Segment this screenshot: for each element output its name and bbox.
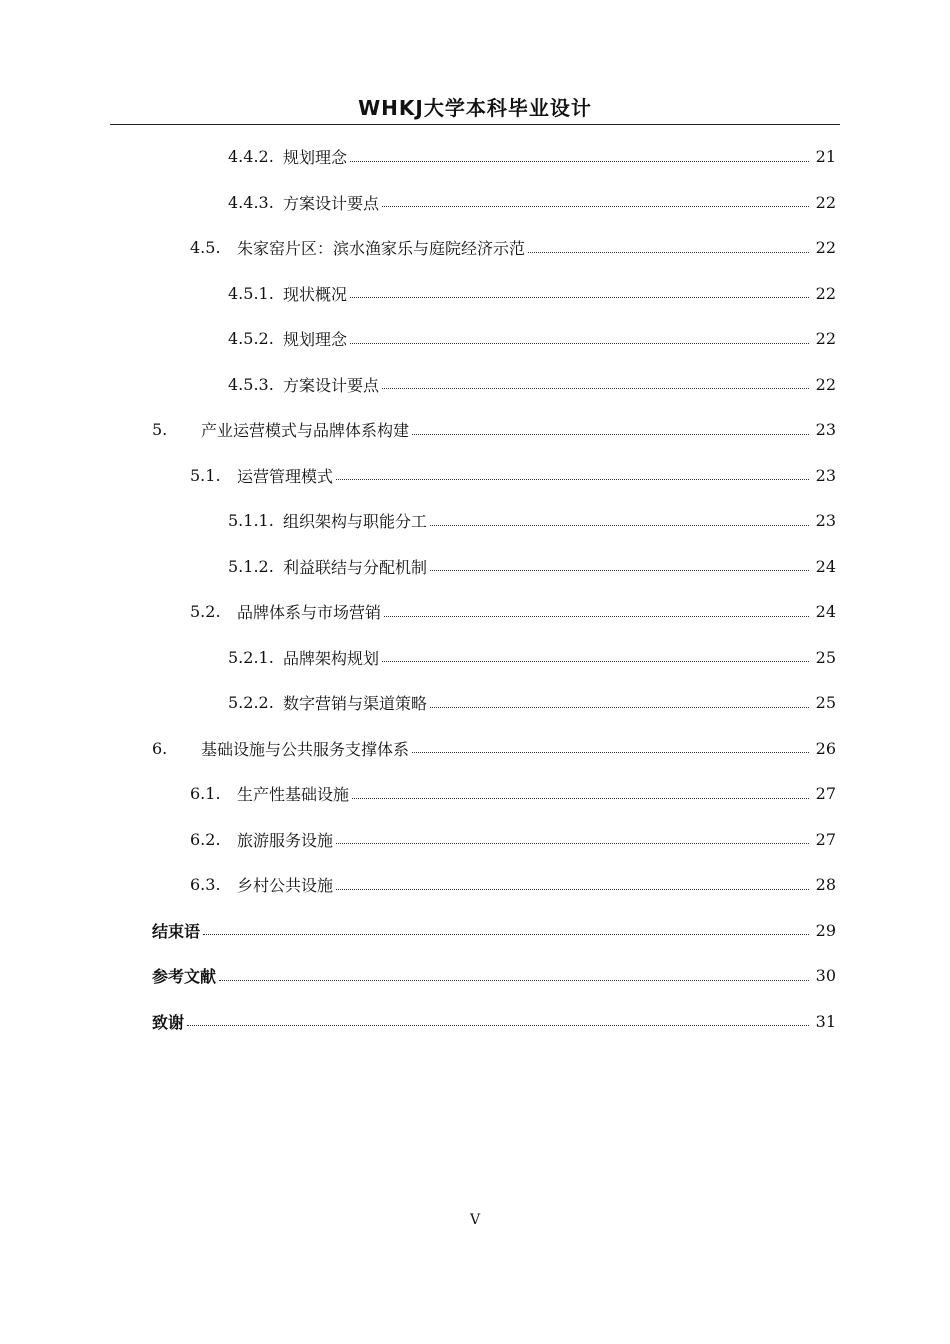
toc-entry[interactable] (0, 771, 950, 817)
toc-entry-number: 6.3. (190, 875, 221, 895)
toc-entry[interactable] (0, 407, 950, 453)
toc-dot-leader (528, 252, 809, 253)
toc-entry[interactable] (0, 680, 950, 726)
toc-dot-leader (187, 1025, 809, 1026)
toc-entry-label: 产业运营模式与品牌体系构建 (201, 421, 410, 441)
toc-dot-leader (336, 843, 809, 844)
toc-entry-page: 23 (815, 465, 836, 485)
toc-entry-number: 4.5.2. (228, 329, 274, 349)
toc-entry-number: 4.5.3. (228, 374, 274, 394)
toc-entry[interactable] (0, 544, 950, 590)
toc-entry[interactable] (0, 999, 950, 1045)
toc-entry[interactable] (0, 589, 950, 635)
toc-dot-leader (203, 934, 809, 935)
toc-entry-label: 旅游服务设施 (237, 830, 334, 850)
toc-entry-page: 30 (815, 966, 836, 986)
toc-entry-label: 品牌体系与市场营销 (237, 603, 382, 623)
toc-entry[interactable] (0, 362, 950, 408)
toc-entry-page: 22 (815, 192, 836, 212)
page-header-title: WHKJ大学本科毕业设计 (358, 96, 592, 120)
toc-entry-page: 23 (815, 420, 836, 440)
toc-entry-page: 25 (815, 693, 836, 713)
toc-dot-leader (412, 752, 809, 753)
toc-dot-leader (384, 616, 809, 617)
toc-entry-page: 22 (815, 283, 836, 303)
toc-dot-leader (336, 889, 809, 890)
toc-dot-leader (350, 297, 809, 298)
toc-dot-leader (350, 343, 809, 344)
toc-entry-label: 方案设计要点 (283, 375, 380, 395)
toc-entry-label: 参考文献 (152, 967, 217, 987)
toc-entry-page: 21 (815, 147, 836, 167)
toc-entry-page: 29 (815, 920, 836, 940)
toc-entry-number: 5. (152, 420, 168, 440)
toc-entry-label: 组织架构与职能分工 (283, 512, 428, 532)
toc-dot-leader (219, 980, 809, 981)
toc-entry[interactable] (0, 817, 950, 863)
toc-entry-number: 4.4.3. (228, 192, 274, 212)
toc-entry-number: 4.5.1. (228, 283, 274, 303)
toc-entry-page: 22 (815, 329, 836, 349)
toc-entry-page: 25 (815, 647, 836, 667)
toc-entry-label: 规划理念 (283, 330, 348, 350)
toc-entry-label: 数字营销与渠道策略 (283, 694, 428, 714)
toc-entry[interactable] (0, 635, 950, 681)
toc-dot-leader (430, 570, 809, 571)
toc-entry-label: 运营管理模式 (237, 466, 334, 486)
toc-entry[interactable] (0, 316, 950, 362)
toc-entry-label: 利益联结与分配机制 (283, 557, 428, 577)
toc-entry-label: 致谢 (152, 1012, 185, 1032)
toc-entry-number: 5.1. (190, 465, 221, 485)
toc-entry-number: 5.2.2. (228, 693, 274, 713)
page-number: V (469, 1212, 481, 1228)
toc-entry-number: 5.1.1. (228, 511, 274, 531)
toc-entry[interactable] (0, 271, 950, 317)
toc-entry-number: 6.1. (190, 784, 221, 804)
toc-entry-page: 22 (815, 238, 836, 258)
toc-entry-page: 27 (815, 829, 836, 849)
toc-entry[interactable] (0, 953, 950, 999)
toc-entry-page: 28 (815, 875, 836, 895)
toc-entry-label: 结束语 (152, 921, 201, 941)
toc-entry-number: 6. (152, 738, 168, 758)
toc-dot-leader (352, 798, 809, 799)
toc-entry[interactable] (0, 908, 950, 954)
toc-entry-number: 4.4.2. (228, 147, 274, 167)
toc-entry[interactable] (0, 862, 950, 908)
toc-entry-label: 方案设计要点 (283, 193, 380, 213)
toc-dot-leader (382, 661, 809, 662)
toc-dot-leader (412, 434, 809, 435)
toc-entry-label: 规划理念 (283, 148, 348, 168)
toc-entry-page: 24 (815, 556, 836, 576)
toc-entry[interactable] (0, 453, 950, 499)
header-divider (110, 124, 840, 125)
toc-entry-number: 5.2.1. (228, 647, 274, 667)
toc-entry-number: 4.5. (190, 238, 221, 258)
toc-dot-leader (430, 525, 809, 526)
toc-entry-page: 31 (815, 1011, 836, 1031)
toc-entry[interactable] (0, 726, 950, 772)
toc-dot-leader (382, 388, 809, 389)
toc-dot-leader (430, 707, 809, 708)
toc-entry[interactable] (0, 180, 950, 226)
toc-entry[interactable] (0, 498, 950, 544)
toc-entry[interactable] (0, 225, 950, 271)
toc-entry-page: 23 (815, 511, 836, 531)
toc-entry-page: 27 (815, 784, 836, 804)
toc-dot-leader (382, 206, 809, 207)
toc-entry-label: 朱家窑片区：滨水渔家乐与庭院经济示范 (237, 239, 526, 259)
toc-entry-label: 现状概况 (283, 284, 348, 304)
table-of-contents (0, 134, 950, 1044)
toc-entry-label: 生产性基础设施 (237, 785, 350, 805)
toc-entry-number: 5.1.2. (228, 556, 274, 576)
toc-entry-label: 基础设施与公共服务支撑体系 (201, 739, 410, 759)
toc-entry[interactable] (0, 134, 950, 180)
toc-dot-leader (350, 161, 809, 162)
toc-entry-page: 24 (815, 602, 836, 622)
toc-entry-page: 22 (815, 374, 836, 394)
toc-entry-number: 6.2. (190, 829, 221, 849)
toc-entry-page: 26 (815, 738, 836, 758)
toc-entry-label: 乡村公共设施 (237, 876, 334, 896)
toc-entry-number: 5.2. (190, 602, 221, 622)
toc-dot-leader (336, 479, 809, 480)
toc-entry-label: 品牌架构规划 (283, 648, 380, 668)
